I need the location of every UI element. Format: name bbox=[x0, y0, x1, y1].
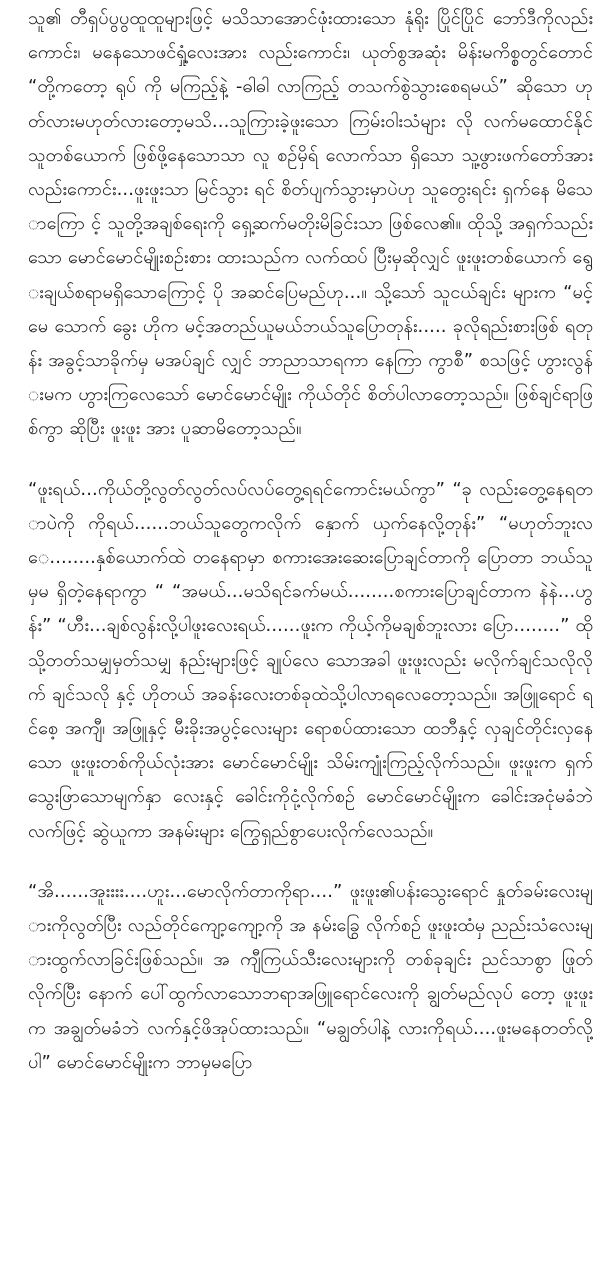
story-paragraph-2: “ဖူးရယ်...ကိုယ်တို့လွတ်လွတ်လပ်လပ်တွေ့ရရင်ကောင်းမယ်ကွာ” “ခု လည်းတွေ့နေရတာပဲကို ကိုရယ်......ဘယ်သူတွေကလိုက် နှောက် ယှက်နေလို့တုန်း” “မဟုတ်ဘူးလေ........နှစ်ယောက်ထဲ တနေရာမှာ စကားအေးဆေးပြောချင်တာကို ပြောတာ ဘယ်သူမှမ ရှိတဲ့နေရာကွာ “ “အမယ်...မသိရင်ခက်မယ်........စကားပြောချင်တာက နဲနဲ...ဟွန်း” “ဟီး...ချစ်လွန်းလို့ပါဖူးလေးရယ်......ဖူးက ကိုယ့်ကိုမချစ်ဘူးလား ပြော........” ထိုသို့တတ်သမျှမှတ်သမျှ နည်းများဖြင့် ချုပ်လေ သောအခါ ဖူးဖူးလည်း မလိုက်ချင်သလိုလိုက် ချင်သလို နှင့် ဟိုတယ် အခန်းလေးတစ်ခုထဲသို့ပါလာရလေတော့သည်။ အဖြူရောင် ရင်စေ့ အကျီ၊ အဖြူနှင့် မီးခိုးအပွင့်လေးများ ရောစပ်ထားသော ထဘီနှင့် လှချင်တိုင်းလှနေသော ဖူးဖူးတစ်ကိုယ်လုံးအား မောင်မောင်မျိုး သိမ်းကျုံးကြည့်လိုက်သည်။ ဖူးဖူးက ရှက်သွေးဖြာသောမျက်နှာ လေးနှင့် ခေါင်းကိုငုံ့လိုက်စဉ် မောင်မောင်မျိုးက ခေါင်းအငုံမခံဘဲ လက်ဖြင့် ဆွဲယူကာ အနမ်းများ ကြွေရှည်စွာပေးလိုက်လေသည်။ bbox=[28, 478, 593, 842]
story-paragraph-3: “အိ......အူးးးး....ဟူး...မောလိုက်တာကိုရာ....” ဖူးဖူး၏ပန်းသွေးရောင် နှုတ်ခမ်းလေးများကိုလွတ်ပြီး လည်တိုင်ကျော့ကျော့ကို အ နမ်းခြွေ လိုက်စဉ် ဖူးဖူးထံမှ ညည်းသံလေးများထွက်လာခြင်းဖြစ်သည်။ အ ကျီကြယ်သီးလေးများကို တစ်ခုချင်း ညင်သာစွာ ဖြုတ် လိုက်ပြီး နောက် ပေါ်ထွက်လာသောဘရာအဖြူရောင်လေးကို ချွတ်မည်လုပ် တော့ ဖူးဖူးက အချွတ်မခံဘဲ လက်နှင့်ဖိအုပ်ထားသည်။ “မချွတ်ပါနဲ့ လားကိုရယ်....ဖူးမနေတတ်လို့ပါ” မောင်မောင်မျိုးက ဘာမှမပြော bbox=[28, 880, 593, 1073]
paragraph-gap bbox=[28, 447, 593, 473]
paragraph-gap bbox=[28, 849, 593, 875]
story-paragraph-1: သူ၏ တီရှပ်ပွပွထူထူများဖြင့် မသိသာအောင်ဖုံးထားသော နုံရိုး ပြိုင်ပြိုင် ဘော်ဒီကိုလည်းကောင်း၊ မနေသောဖင်ရှုံ့လေးအား လည်းကောင်း၊ ယုတ်စွအဆုံး မိန်းမကိစ္စတွင်တောင် “တို့ကတော့ ရုပ် ကို မကြည့်နဲ့ -ဓါဓါ လာကြည့် တသက်စွဲသွားစေရမယ်” ဆိုသော ဟုတ်လားမဟုတ်လားတော့မသိ...သူကြားခဲ့ဖူးသော ကြမ်းဝါးသံများ လို လက်မထောင်နိုင်သူတစ်ယောက် ဖြစ်ဖို့နေသောသာ လူ စဉ်မှိရ် လောက်သာ ရှိသော သူ့ဖွားဖက်တော်အားလည်းကောင်း...ဖူးဖူးသာ မြင်သွား ရင် စိတ်ပျက်သွားမှာပဲဟု သူတွေးရင်း ရှက်နေ မိသောကြော င့် သူတို့အချစ်ရေးကို ရှေ့ဆက်မတိုးမိခြင်းသာ ဖြစ်လေ၏။ ထိုသို့ အရှက်သည်းသော မောင်မောင်မျိုးစဉ်းစား ထားသည်က လက်ထပ် ပြီးမှဆိုလျှင် ဖူးဖူးတစ်ယောက် ရွေးချယ်စရာမရှိသောကြောင့် ပို အဆင်ပြေမည်ဟု...။ သို့သော် သူငယ်ချင်း များက “မင့်မေ သောက် ခွေး ဟိုက မင့်အတည်ယူမယ်ဘယ်သူပြောတုန်း..... ခုလိုရည်းစားဖြစ် ရတုန်း အခွင့်သာခိုက်မှ မအပ်ချင် လျှင် ဘာညာသာရကာ နေကြာ ကွာစီ” စသဖြင့် ဟွားလွန်းမက ဟွားကြလေသော် မောင်မောင်မျိုး ကိုယ်တိုင် စိတ်ပါလာတော့သည်။ ဖြစ်ချင်ရာဖြစ်ကွာ ဆိုပြီး ဖူးဖူး အား ပူဆာမိတော့သည်။ bbox=[28, 8, 593, 440]
